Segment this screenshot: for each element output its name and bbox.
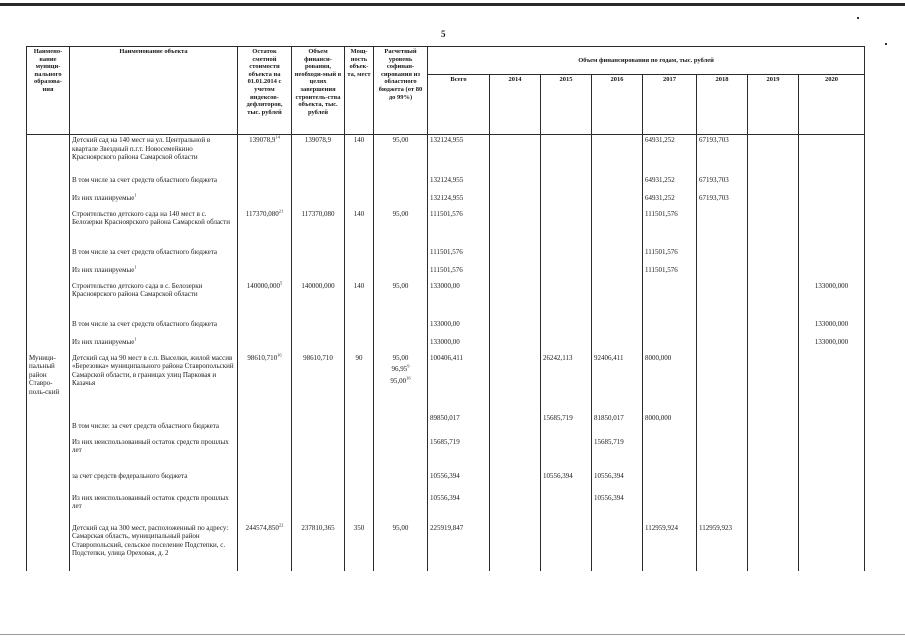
cell-municipality xyxy=(27,523,70,571)
object-name-text: Из них планируемые xyxy=(72,265,135,274)
cell-year-value: 10556,394 xyxy=(592,471,643,493)
cell-year-value xyxy=(697,413,748,437)
cell-year-value xyxy=(643,281,697,319)
cell-year-value xyxy=(799,523,865,571)
cell-remaining-cost xyxy=(238,493,292,523)
cell-municipality xyxy=(27,265,70,281)
footnote-mark: 9 xyxy=(407,363,410,369)
cell-year-value xyxy=(799,209,865,247)
table-row xyxy=(27,247,865,265)
cell-year-value: 133000,000 xyxy=(799,281,865,319)
header-cofinancing-level: Расчетный уровень софинан-сирования из областного бюджета (от 80 до 99%) xyxy=(374,47,428,135)
cell-year-value xyxy=(541,281,592,319)
level-value: 95,00 xyxy=(392,281,409,290)
cell-cofinancing-level xyxy=(374,247,428,265)
cell-municipality xyxy=(27,135,70,175)
cell-object-name xyxy=(70,193,238,209)
header-year: 2020 xyxy=(799,75,865,135)
cell-capacity xyxy=(345,493,374,523)
cell-remaining-cost xyxy=(238,337,292,353)
cell-remaining-cost xyxy=(238,437,292,471)
cell-year-value xyxy=(541,135,592,175)
cell-year-value: 15685,719 xyxy=(541,413,592,437)
cell-object-name xyxy=(70,337,238,353)
footnote-mark: 16 xyxy=(277,352,282,358)
cell-remaining-cost xyxy=(238,471,292,493)
cell-year-value xyxy=(541,437,592,471)
cell-capacity: 140 xyxy=(345,281,374,319)
cell-capacity xyxy=(345,265,374,281)
cell-object-name xyxy=(70,353,238,413)
cell-year-value xyxy=(748,265,799,281)
cell-financing-volume xyxy=(292,471,345,493)
header-financing-volume: Объем финанси-рования, необходи-мый в целях завершения строитель-ства объекта, тыс. рублей xyxy=(292,47,345,135)
cell-year-value: 64931,252 xyxy=(643,193,697,209)
top-rule xyxy=(0,3,905,6)
cell-year-value xyxy=(541,193,592,209)
cell-municipality xyxy=(27,493,70,523)
cell-year-value: 67193,703 xyxy=(697,135,748,175)
cell-year-value xyxy=(490,413,541,437)
cell-municipality xyxy=(27,247,70,265)
header-capacity: Мощ-ность объек-та, мест xyxy=(345,47,374,135)
cell-object-name xyxy=(70,319,238,337)
cell-object-name xyxy=(70,281,238,319)
cell-remaining-cost xyxy=(238,193,292,209)
cell-year-value xyxy=(697,337,748,353)
cell-cofinancing-level xyxy=(374,493,428,523)
cell-year-value: 133000,000 xyxy=(799,337,865,353)
cell-year-value xyxy=(643,437,697,471)
cell-year-value xyxy=(490,493,541,523)
table-row xyxy=(27,413,865,437)
table-row xyxy=(27,471,865,493)
cell-total: 225919,847 xyxy=(428,523,490,571)
cell-total: 132124,955 xyxy=(428,175,490,193)
cell-year-value xyxy=(490,175,541,193)
object-name-text: Из них неиспользованный остаток средств прошлых лет xyxy=(72,437,229,454)
cell-total: 132124,955 xyxy=(428,135,490,175)
cell-capacity xyxy=(345,437,374,471)
table-row xyxy=(27,175,865,193)
cell-year-value xyxy=(541,337,592,353)
cell-capacity xyxy=(345,413,374,437)
cell-financing-volume xyxy=(292,437,345,471)
cell-year-value xyxy=(748,493,799,523)
cell-year-value: 64931,252 xyxy=(643,175,697,193)
page-number: 5 xyxy=(441,29,446,39)
header-year: 2016 xyxy=(592,75,643,135)
cell-municipality xyxy=(27,209,70,247)
object-name-text: Строительство детского сада на 140 мест в с. Белозерки Красноярского района Самарской области xyxy=(72,209,230,226)
cell-year-value xyxy=(748,135,799,175)
cell-total: 89850,017 xyxy=(428,413,490,437)
cell-year-value xyxy=(490,247,541,265)
table-row xyxy=(27,135,865,175)
object-name-text: Детский сад на 140 мест на ул. Центральной в квартале Звездный п.г.т. Новосемейкино Красноярского района Самарской области xyxy=(72,136,211,161)
cell-year-value xyxy=(799,471,865,493)
cell-total: 133000,00 xyxy=(428,337,490,353)
cell-year-value: 111501,576 xyxy=(643,265,697,281)
cell-year-value xyxy=(592,319,643,337)
cell-capacity: 140 xyxy=(345,135,374,175)
object-name-text: Из них планируемые xyxy=(72,337,135,346)
cell-cofinancing-level xyxy=(374,265,428,281)
object-name-text: Из них неиспользованный остаток средств прошлых лет xyxy=(72,493,229,510)
header-year: 2017 xyxy=(643,75,697,135)
cell-financing-volume xyxy=(292,337,345,353)
cell-year-value xyxy=(490,437,541,471)
cost-value: 140000,000 xyxy=(246,281,280,290)
header-year: 2015 xyxy=(541,75,592,135)
cell-year-value xyxy=(748,175,799,193)
cell-capacity xyxy=(345,193,374,209)
cell-year-value: 64931,252 xyxy=(643,135,697,175)
cell-year-value: 67193,703 xyxy=(697,193,748,209)
cell-year-value xyxy=(592,175,643,193)
object-name-text: Строительство детского сада в с. Белозерки Красноярского района Самарской области xyxy=(72,281,203,298)
cell-year-value: 92406,411 xyxy=(592,353,643,413)
cell-year-value xyxy=(541,319,592,337)
cell-year-value xyxy=(643,493,697,523)
cell-year-value xyxy=(799,135,865,175)
cell-year-value xyxy=(592,247,643,265)
table-body xyxy=(27,135,865,571)
cell-year-value xyxy=(748,247,799,265)
header-remaining-cost: Остаток сметной стоимости объекта на 01.01.2014 с учетом индексов-дефляторов, тыс. рублей xyxy=(238,47,292,135)
cell-year-value xyxy=(697,247,748,265)
footnote-mark: 1 xyxy=(134,264,137,270)
object-name-text: В том числе: за счет средств областного бюджета xyxy=(72,421,219,430)
cell-year-value xyxy=(799,353,865,413)
cell-year-value xyxy=(799,247,865,265)
header-years-group: Объем финансирования по годам, тыс. рублей xyxy=(428,47,865,75)
object-name-text: В том числе за счет средств областного бюджета xyxy=(72,247,218,256)
cell-year-value xyxy=(697,493,748,523)
cell-capacity: 140 xyxy=(345,209,374,247)
cell-remaining-cost xyxy=(238,523,292,571)
cell-year-value xyxy=(748,413,799,437)
table-row xyxy=(27,193,865,209)
cell-cofinancing-level xyxy=(374,281,428,319)
cell-year-value: 133000,000 xyxy=(799,319,865,337)
cell-year-value xyxy=(697,319,748,337)
cell-year-value: 10556,394 xyxy=(541,471,592,493)
footnote-mark: 16 xyxy=(406,375,411,381)
cell-cofinancing-level xyxy=(374,353,428,413)
cell-year-value xyxy=(697,471,748,493)
cell-year-value xyxy=(748,523,799,571)
table-row xyxy=(27,281,865,319)
cell-year-value xyxy=(748,193,799,209)
cell-year-value xyxy=(592,135,643,175)
cell-year-value xyxy=(643,319,697,337)
cell-year-value xyxy=(748,319,799,337)
cell-object-name xyxy=(70,471,238,493)
cell-municipality xyxy=(27,319,70,337)
cell-total: 132124,955 xyxy=(428,193,490,209)
cell-cofinancing-level xyxy=(374,175,428,193)
object-name-text: Детский сад на 300 мест, расположенный по адресу: Самарская область, муниципальный район Ставропольский, сельское поселение Подстепки, с. Подстепки, улица Ореховая, д. 2 xyxy=(72,523,229,557)
cell-year-value xyxy=(748,353,799,413)
cell-financing-volume xyxy=(292,493,345,523)
bottom-rule xyxy=(0,634,905,635)
cell-year-value xyxy=(490,135,541,175)
cell-capacity xyxy=(345,175,374,193)
cell-financing-volume xyxy=(292,319,345,337)
cell-financing-volume xyxy=(292,175,345,193)
cell-year-value: 8000,000 xyxy=(643,413,697,437)
cell-year-value xyxy=(799,175,865,193)
cell-year-value xyxy=(697,265,748,281)
header-year: 2018 xyxy=(697,75,748,135)
table-row xyxy=(27,523,865,571)
header-year: 2019 xyxy=(748,75,799,135)
level-extra xyxy=(376,365,425,374)
cell-year-value xyxy=(697,209,748,247)
cost-value: 139078,9 xyxy=(249,136,276,144)
cell-municipality xyxy=(27,193,70,209)
cell-cofinancing-level xyxy=(374,193,428,209)
cell-cofinancing-level xyxy=(374,209,428,247)
cell-year-value: 111501,576 xyxy=(643,247,697,265)
cell-year-value xyxy=(592,209,643,247)
scan-speck xyxy=(857,17,859,19)
cell-capacity xyxy=(345,337,374,353)
cell-year-value: 67193,703 xyxy=(697,175,748,193)
cell-financing-volume xyxy=(292,193,345,209)
cell-year-value xyxy=(490,209,541,247)
cell-year-value xyxy=(490,353,541,413)
cell-cofinancing-level xyxy=(374,337,428,353)
cell-year-value xyxy=(748,281,799,319)
cell-remaining-cost xyxy=(238,353,292,413)
header-object-name: Наименование объекта xyxy=(70,47,238,135)
footnote-mark: 5 xyxy=(280,280,283,286)
cell-year-value xyxy=(541,209,592,247)
level-extra-value: 95,00 xyxy=(390,376,407,385)
financing-table xyxy=(26,46,865,571)
cell-total: 111501,576 xyxy=(428,209,490,247)
cell-year-value xyxy=(748,471,799,493)
level-extra-value: 96,95 xyxy=(391,365,408,373)
cell-financing-volume xyxy=(292,413,345,437)
cell-object-name xyxy=(70,265,238,281)
cell-year-value xyxy=(541,265,592,281)
cell-year-value xyxy=(799,493,865,523)
cell-object-name xyxy=(70,175,238,193)
footnote-mark: 1 xyxy=(134,192,137,198)
table-row xyxy=(27,319,865,337)
cell-year-value: 81850,017 xyxy=(592,413,643,437)
cell-total: 133000,00 xyxy=(428,319,490,337)
cell-year-value xyxy=(799,193,865,209)
cell-cofinancing-level xyxy=(374,471,428,493)
cell-remaining-cost xyxy=(238,135,292,175)
cell-year-value: 26242,113 xyxy=(541,353,592,413)
object-name-text: В том числе за счет средств областного бюджета xyxy=(72,319,218,328)
cell-year-value: 8000,000 xyxy=(643,353,697,413)
cell-financing-volume: 98610,710 xyxy=(292,353,345,413)
footnote-mark: 14 xyxy=(275,134,280,140)
cell-financing-volume: 237810,365 xyxy=(292,523,345,571)
cell-year-value xyxy=(799,437,865,471)
cell-financing-volume: 139078,9 xyxy=(292,135,345,175)
level-value: 95,00 xyxy=(392,523,409,532)
cell-financing-volume xyxy=(292,265,345,281)
cell-municipality xyxy=(27,413,70,437)
cell-year-value xyxy=(541,247,592,265)
cell-year-value xyxy=(592,337,643,353)
object-name-text: Детский сад на 90 мест в с.п. Выселки, жилой массив «Березовка» муниципального района Ставропольский Самарской области, в границах улиц Парковая и Казачья xyxy=(72,353,234,387)
cell-year-value xyxy=(592,281,643,319)
cell-object-name xyxy=(70,437,238,471)
cell-year-value: 111501,576 xyxy=(643,209,697,247)
cell-year-value xyxy=(490,523,541,571)
cell-year-value xyxy=(748,337,799,353)
cell-year-value xyxy=(592,193,643,209)
footnote-mark: 1 xyxy=(134,336,137,342)
cell-capacity xyxy=(345,247,374,265)
cell-year-value xyxy=(697,281,748,319)
cell-capacity: 90 xyxy=(345,353,374,413)
cell-remaining-cost xyxy=(238,319,292,337)
header-total: Всего xyxy=(428,75,490,135)
cell-object-name xyxy=(70,247,238,265)
table-row xyxy=(27,265,865,281)
cell-object-name xyxy=(70,523,238,571)
cell-year-value xyxy=(748,437,799,471)
table-row xyxy=(27,337,865,353)
cell-year-value xyxy=(541,175,592,193)
cell-total: 15685,719 xyxy=(428,437,490,471)
cell-total: 10556,394 xyxy=(428,493,490,523)
cell-cofinancing-level xyxy=(374,135,428,175)
table-row xyxy=(27,353,865,413)
cell-year-value xyxy=(799,265,865,281)
footnote-mark: 22 xyxy=(278,522,284,528)
cell-municipality xyxy=(27,437,70,471)
footnote-mark: 21 xyxy=(278,208,284,214)
cell-municipality: Муници-пальный район Ставро-поль-ский xyxy=(27,353,70,413)
cell-year-value: 15685,719 xyxy=(592,437,643,471)
header-municipality: Наимено-вание муници-пального образова-ния xyxy=(27,47,70,135)
cell-remaining-cost xyxy=(238,247,292,265)
cell-year-value xyxy=(697,437,748,471)
object-name-text: Из них планируемые xyxy=(72,193,135,202)
cell-municipality xyxy=(27,175,70,193)
cell-financing-volume: 117370,080 xyxy=(292,209,345,247)
cell-total: 133000,00 xyxy=(428,281,490,319)
cell-total: 100406,411 xyxy=(428,353,490,413)
level-value: 95,00 xyxy=(392,209,409,218)
cell-object-name xyxy=(70,209,238,247)
cell-year-value xyxy=(490,337,541,353)
level-extra xyxy=(376,377,425,386)
cell-year-value xyxy=(541,523,592,571)
level-value: 95,00 xyxy=(392,353,409,362)
header-year: 2014 xyxy=(490,75,541,135)
level-value: 95,00 xyxy=(392,136,409,144)
cell-remaining-cost xyxy=(238,175,292,193)
cell-financing-volume xyxy=(292,247,345,265)
cell-year-value xyxy=(490,193,541,209)
cell-object-name xyxy=(70,413,238,437)
cell-object-name xyxy=(70,493,238,523)
object-name-text: В том числе за счет средств областного бюджета xyxy=(72,175,218,184)
cell-municipality xyxy=(27,337,70,353)
cell-year-value xyxy=(490,471,541,493)
cost-value: 244574,850 xyxy=(245,523,279,532)
cell-cofinancing-level xyxy=(374,437,428,471)
cell-year-value xyxy=(541,493,592,523)
cell-cofinancing-level xyxy=(374,413,428,437)
cell-year-value xyxy=(799,413,865,437)
cell-total: 111501,576 xyxy=(428,265,490,281)
table-row xyxy=(27,493,865,523)
cell-total: 111501,576 xyxy=(428,247,490,265)
table-row xyxy=(27,209,865,247)
cell-year-value: 112959,924 xyxy=(643,523,697,571)
cell-year-value xyxy=(643,337,697,353)
cell-year-value xyxy=(697,353,748,413)
scan-speck xyxy=(885,43,887,45)
cell-total: 10556,394 xyxy=(428,471,490,493)
cost-value: 117370,080 xyxy=(245,209,279,218)
cell-remaining-cost xyxy=(238,413,292,437)
cell-year-value xyxy=(490,281,541,319)
cell-year-value: 112959,923 xyxy=(697,523,748,571)
cell-object-name xyxy=(70,135,238,175)
cell-financing-volume: 140000,000 xyxy=(292,281,345,319)
cell-municipality xyxy=(27,281,70,319)
cell-year-value xyxy=(643,471,697,493)
cell-capacity: 350 xyxy=(345,523,374,571)
cell-year-value xyxy=(592,523,643,571)
cell-capacity xyxy=(345,471,374,493)
cell-year-value: 10556,394 xyxy=(592,493,643,523)
cell-year-value xyxy=(748,209,799,247)
cell-year-value xyxy=(490,265,541,281)
cell-municipality xyxy=(27,471,70,493)
cell-remaining-cost xyxy=(238,209,292,247)
cell-remaining-cost xyxy=(238,265,292,281)
cell-cofinancing-level xyxy=(374,319,428,337)
cell-capacity xyxy=(345,319,374,337)
cell-year-value xyxy=(490,319,541,337)
cost-value: 98610,710 xyxy=(247,353,278,362)
cell-year-value xyxy=(592,265,643,281)
cell-remaining-cost xyxy=(238,281,292,319)
cell-cofinancing-level xyxy=(374,523,428,571)
object-name-text: за счет средств федерального бюджета xyxy=(72,471,188,480)
table-row xyxy=(27,437,865,471)
